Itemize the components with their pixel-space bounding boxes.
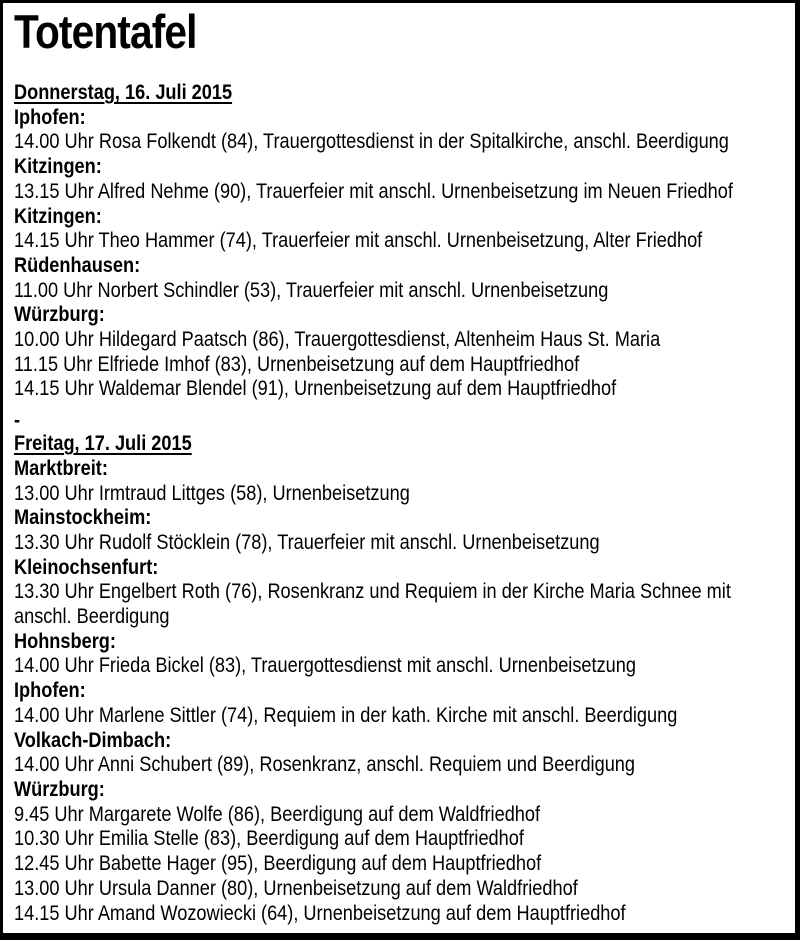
obituary-entry: 12.45 Uhr Babette Hager (95), Beerdigung auf dem Hauptfriedhof (14, 852, 542, 876)
obituary-entry: 13.30 Uhr Rudolf Stöcklein (78), Trauerfeier mit anschl. Urnenbeisetzung (14, 530, 600, 554)
date-heading: Donnerstag, 16. Juli 2015 (14, 81, 233, 104)
day-section (14, 81, 793, 402)
obituary-entry: 11.00 Uhr Norbert Schindler (53), Trauerfeier mit anschl. Urnenbeisetzung (14, 278, 609, 302)
location-heading: Kleinochsenfurt: (14, 555, 159, 579)
date-heading: Freitag, 17. Juli 2015 (14, 432, 192, 456)
location-heading: Iphofen: (14, 105, 86, 129)
obituary-entry: 10.00 Uhr Hildegard Paatsch (86), Trauergottesdienst, Altenheim Haus St. Maria (14, 328, 661, 352)
obituary-entry: 10.30 Uhr Emilia Stelle (83), Beerdigung auf dem Hauptfriedhof (14, 827, 524, 851)
location-heading: Würzburg: (14, 303, 105, 327)
location-heading: Würzburg: (14, 777, 105, 801)
location-heading: Marktbreit: (14, 456, 108, 480)
obituary-sections (14, 81, 793, 926)
page-title: Totentafel (14, 5, 197, 58)
location-heading: Mainstockheim: (14, 506, 152, 530)
obituary-content (14, 7, 793, 926)
location-heading: Rüdenhausen: (14, 253, 141, 277)
day-section (14, 410, 793, 926)
location-heading: Kitzingen: (14, 155, 102, 179)
obituary-entry: 14.00 Uhr Anni Schubert (89), Rosenkranz, anschl. Requiem und Beerdigung (14, 753, 636, 777)
obituary-entry: 13.00 Uhr Irmtraud Littges (58), Urnenbeisetzung (14, 481, 410, 505)
location-heading: Iphofen: (14, 679, 86, 703)
obituary-entry: 14.15 Uhr Amand Wozowiecki (64), Urnenbeisetzung auf dem Hauptfriedhof (14, 901, 626, 925)
location-heading: Kitzingen: (14, 204, 102, 228)
obituary-entry: 14.15 Uhr Waldemar Blendel (91), Urnenbeisetzung auf dem Hauptfriedhof (14, 377, 617, 401)
obituary-entry: 14.15 Uhr Theo Hammer (74), Trauerfeier mit anschl. Urnenbeisetzung, Alter Friedhof (14, 229, 703, 253)
location-heading: Hohnsberg: (14, 629, 116, 653)
obituary-entry: 13.15 Uhr Alfred Nehme (90), Trauerfeier mit anschl. Urnenbeisetzung im Neuen Friedhof (14, 179, 733, 203)
obituary-entry: 14.00 Uhr Rosa Folkendt (84), Trauergottesdienst in der Spitalkirche, anschl. Beerdigung (14, 130, 729, 154)
location-heading: Volkach-Dimbach: (14, 728, 172, 752)
obituary-entry: 14.00 Uhr Frieda Bickel (83), Trauergottesdienst mit anschl. Urnenbeisetzung (14, 654, 636, 678)
obituary-entry: 9.45 Uhr Margarete Wolfe (86), Beerdigung auf dem Waldfriedhof (14, 802, 541, 826)
section-separator-dash: - (14, 409, 21, 433)
obituary-entry: 14.00 Uhr Marlene Sittler (74), Requiem in der kath. Kirche mit anschl. Beerdigung (14, 703, 678, 727)
obituary-entry: 11.15 Uhr Elfriede Imhof (83), Urnenbeisetzung auf dem Hauptfriedhof (14, 352, 580, 376)
obituary-entry: 13.00 Uhr Ursula Danner (80), Urnenbeisetzung auf dem Waldfriedhof (14, 876, 578, 900)
obituary-entry: 13.30 Uhr Engelbert Roth (76), Rosenkranz und Requiem in der Kirche Maria Schnee mit anschl. Beerdigung (14, 580, 731, 629)
